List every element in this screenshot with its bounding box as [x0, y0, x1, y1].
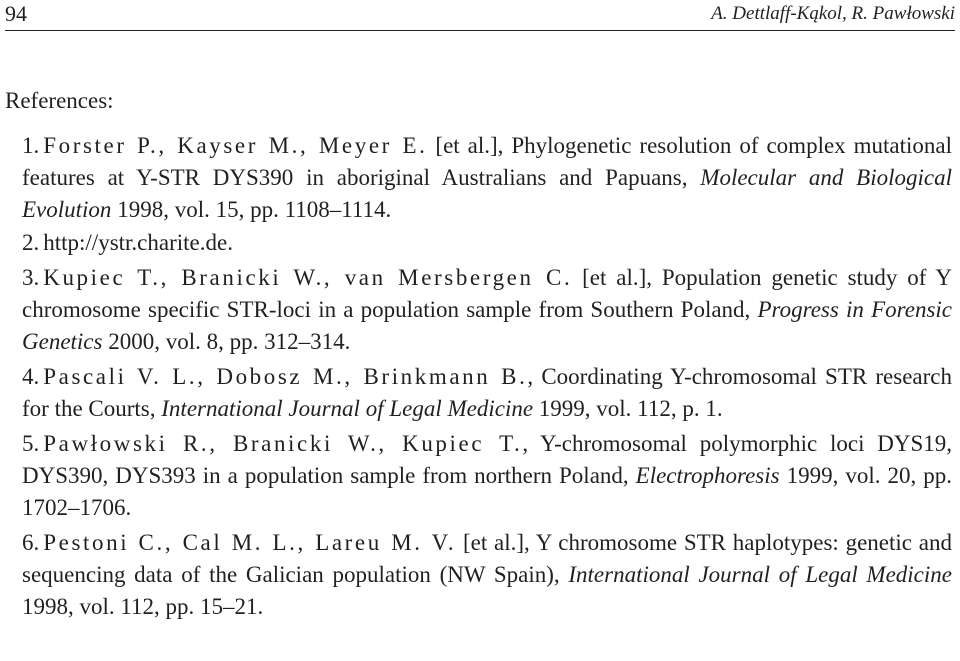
reference-authors: Pascali V. L., Dobosz M., Brinkmann B. [43, 364, 528, 389]
reference-authors: Pestoni C., Cal M. L., Lareu M. V. [43, 530, 457, 555]
page-number: 94 [5, 1, 27, 26]
reference-title: , Y-chromosomal polymorphic loci DYS19, DYS390, DYS393 in a population sample from northern Poland, [22, 431, 952, 488]
reference-number: 4. [22, 364, 40, 389]
reference-authors: Forster P., Kayser M., Meyer E. [43, 133, 428, 158]
reference-title: [et al.], Population genetic study of Y chromosome specific STR-loci in a population sample from Southern Poland, [22, 265, 952, 322]
reference-item [22, 428, 952, 524]
reference-title: [et al.], Y chromosome STR haplotypes: genetic and sequencing data of the Galician population (NW Spain), [22, 530, 952, 587]
reference-details: 1998, vol. 112, pp. 15–21. [22, 594, 264, 619]
reference-journal: International Journal of Legal Medicine [568, 562, 952, 587]
reference-details: 2000, vol. 8, pp. 312–314. [102, 329, 351, 354]
reference-authors: Pawłowski R., Branicki W., Kupiec T. [43, 431, 523, 456]
running-head-authors: A. Dettlaff-Kąkol, R. Pawłowski [711, 3, 955, 24]
reference-number: 1. [22, 133, 40, 158]
reference-details: 1999, vol. 112, p. 1. [533, 396, 723, 421]
reference-journal: International Journal of Legal Medicine [161, 396, 534, 421]
reference-number: 5. [22, 431, 40, 456]
reference-title: , Coordinating Y-chromosomal STR research for the Courts, [22, 364, 952, 421]
reference-details: 1998, vol. 15, pp. 1108–1114. [111, 197, 392, 222]
reference-item [22, 130, 952, 226]
reference-list [22, 130, 952, 624]
reference-item [22, 361, 952, 425]
reference-journal: Electrophoresis [635, 463, 780, 488]
references-heading: References: [5, 88, 114, 113]
reference-journal: Molecular and Biological Evolution [22, 165, 952, 222]
reference-item [22, 527, 952, 623]
reference-item [22, 262, 952, 358]
reference-link[interactable]: http://ystr.charite.de. [43, 230, 233, 255]
page-header [5, 0, 955, 31]
reference-number: 2. [22, 230, 40, 255]
reference-details: 1999, vol. 20, pp. 1702–1706. [22, 463, 952, 520]
reference-item [22, 227, 952, 259]
reference-authors: Kupiec T., Branicki W., van Mersbergen C. [43, 265, 573, 290]
reference-number: 6. [22, 530, 40, 555]
reference-title: [et al.], Phylogenetic resolution of complex mutational features at Y-STR DYS390 in aboriginal Australians and Papuans, [22, 133, 952, 190]
reference-journal: Progress in Forensic Genetics [22, 297, 952, 354]
reference-number: 3. [22, 265, 40, 290]
